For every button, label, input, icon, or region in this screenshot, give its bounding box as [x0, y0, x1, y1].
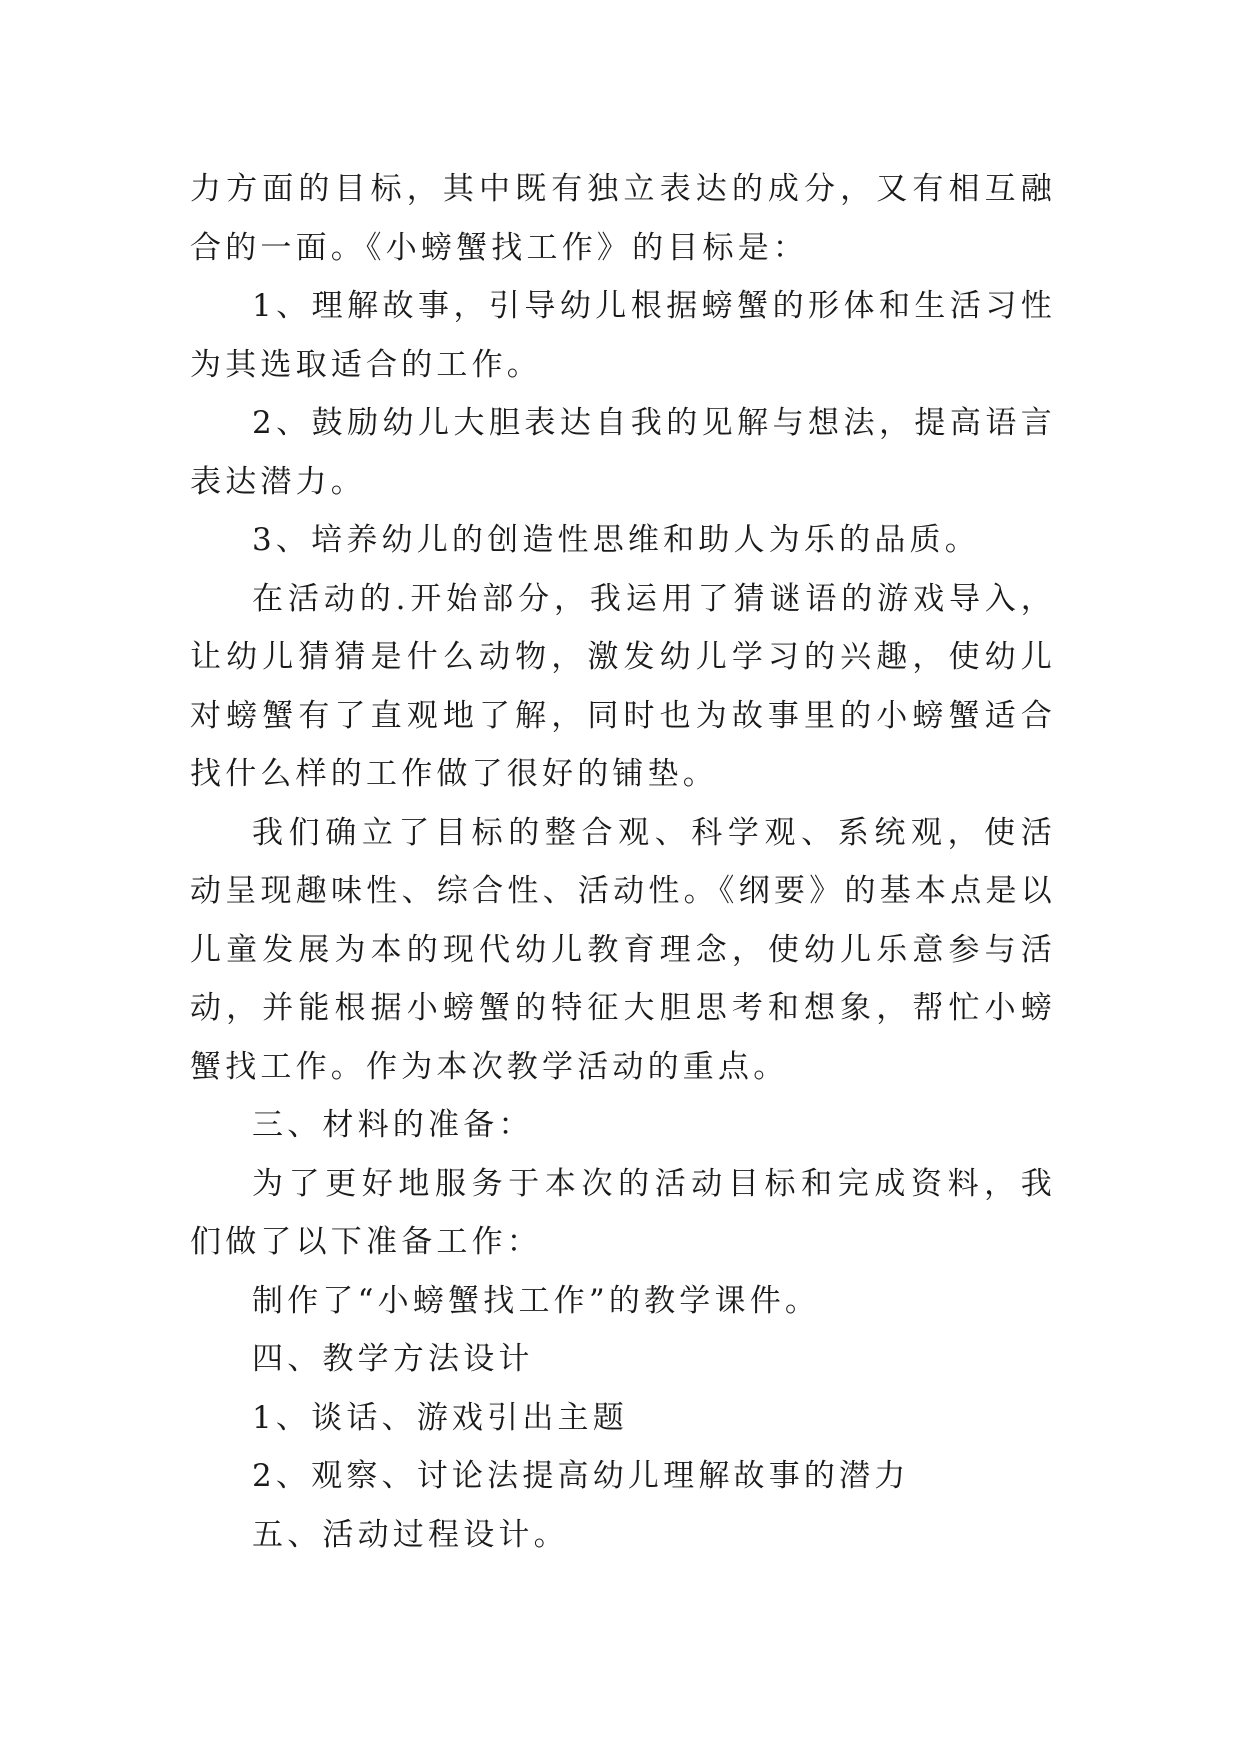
paragraph-goal-principles: 我们确立了目标的整合观、科学观、系统观，使活动呈现趣味性、综合性、活动性。《纲要》的基本点是以儿童发展为本的现代幼儿教育理念，使幼儿乐意参与活动，并能根据小螃蟹的特征大胆思考和想象，帮忙小螃蟹找工作。作为本次教学活动的重点。	[190, 814, 1056, 1085]
paragraph-materials: 为了更好地服务于本次的活动目标和完成资料，我们做了以下准备工作：	[190, 1165, 1056, 1260]
list-item-method-2: 2、观察、讨论法提高幼儿理解故事的潜力	[252, 1458, 910, 1494]
paragraph-courseware: 制作了“小螃蟹找工作”的教学课件。	[252, 1282, 821, 1319]
paragraph-goal-2: 2、鼓励幼儿大胆表达自我的见解与想法，提高语言表达潜力。	[190, 405, 1056, 500]
paragraph-goal-1: 1、理解故事，引导幼儿根据螃蟹的形体和生活习性为其选取适合的工作。	[190, 288, 1056, 383]
list-item-method-1: 1、谈话、游戏引出主题	[252, 1399, 628, 1436]
paragraph-activity-start: 在活动的.开始部分，我运用了猜谜语的游戏导入，让幼儿猜猜是什么动物，激发幼儿学习的兴趣，使幼儿对螃蟹有了直观地了解，同时也为故事里的小螃蟹适合找什么样的工作做了很好的铺垫。	[190, 580, 1056, 792]
paragraph-goals-intro: 力方面的目标，其中既有独立表达的成分，又有相互融合的一面。《小螃蟹找工作》的目标是：	[190, 171, 1056, 266]
document-body	[190, 160, 1056, 1564]
heading-activity-process: 五、活动过程设计。	[252, 1516, 569, 1553]
paragraph-goal-3: 3、培养幼儿的创造性思维和助人为乐的品质。	[252, 522, 980, 558]
heading-materials: 三、材料的准备：	[252, 1107, 534, 1143]
heading-teaching-methods: 四、教学方法设计	[252, 1341, 534, 1377]
